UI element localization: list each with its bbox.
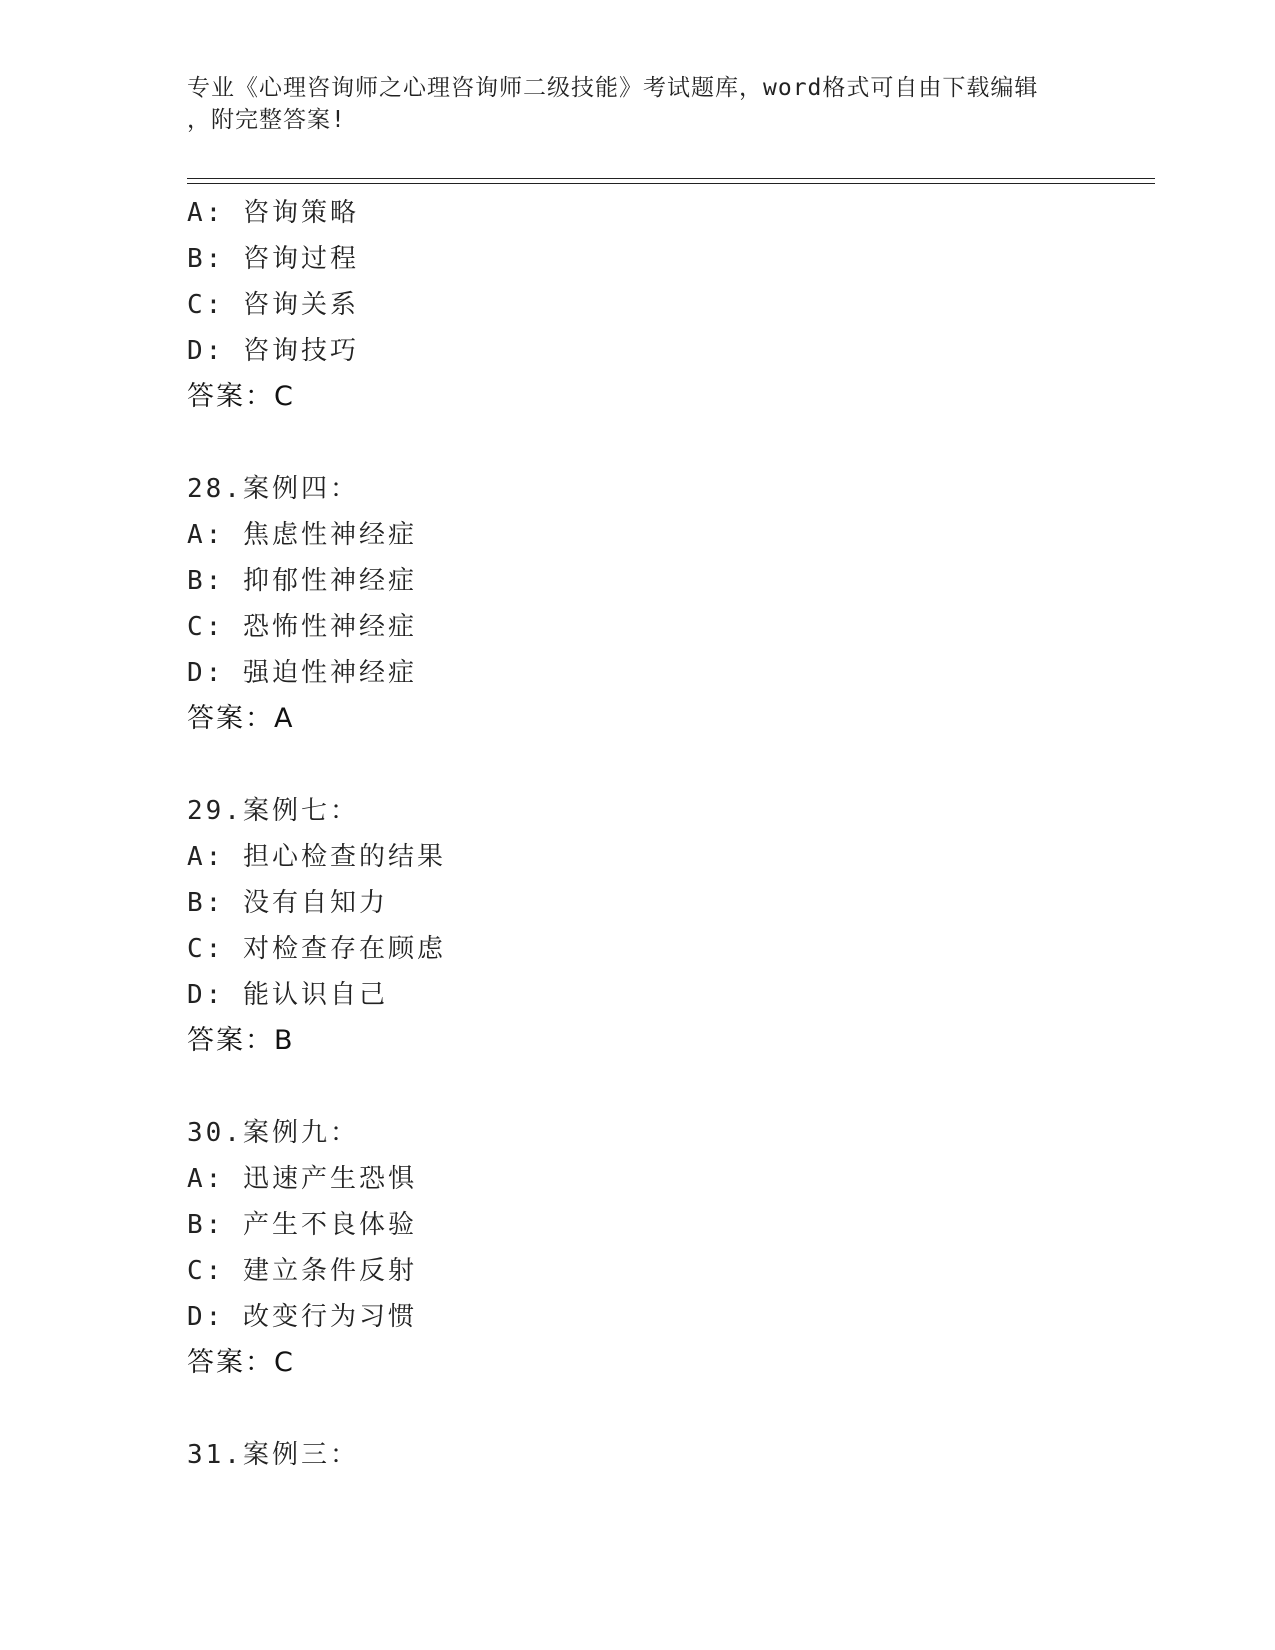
option-a: A: 担心检查的结果 bbox=[187, 842, 446, 872]
question-block bbox=[187, 466, 1147, 742]
question-title: 28.案例四： bbox=[187, 474, 359, 504]
question-title: 31.案例三： bbox=[187, 1440, 359, 1470]
header-title-line-2: ，附完整答案! bbox=[187, 107, 346, 133]
option-b: B: 咨询过程 bbox=[187, 244, 359, 274]
answer-line: 答案：B bbox=[187, 1025, 295, 1056]
spacer bbox=[187, 1064, 1147, 1110]
option-d: D: 咨询技巧 bbox=[187, 336, 359, 366]
question-block bbox=[187, 1432, 1147, 1478]
answer-line: 答案：C bbox=[187, 1347, 295, 1378]
spacer bbox=[187, 1386, 1147, 1432]
answer-line: 答案：A bbox=[187, 703, 295, 734]
option-a: A: 咨询策略 bbox=[187, 198, 359, 228]
option-b: B: 产生不良体验 bbox=[187, 1210, 417, 1240]
header-title-line-1: 专业《心理咨询师之心理咨询师二级技能》考试题库，word格式可自由下载编辑 bbox=[187, 75, 1039, 101]
option-d: D: 强迫性神经症 bbox=[187, 658, 417, 688]
option-d: D: 能认识自己 bbox=[187, 980, 388, 1010]
header-divider-bottom bbox=[187, 183, 1155, 184]
question-title: 29.案例七： bbox=[187, 796, 359, 826]
question-block bbox=[187, 1110, 1147, 1386]
question-list bbox=[187, 190, 1147, 1478]
question-title: 30.案例九： bbox=[187, 1118, 359, 1148]
option-c: C: 恐怖性神经症 bbox=[187, 612, 417, 642]
option-c: C: 咨询关系 bbox=[187, 290, 359, 320]
spacer bbox=[187, 420, 1147, 466]
option-b: B: 没有自知力 bbox=[187, 888, 388, 918]
option-c: C: 对检查存在顾虑 bbox=[187, 934, 446, 964]
question-block bbox=[187, 190, 1147, 420]
spacer bbox=[187, 742, 1147, 788]
question-block bbox=[187, 788, 1147, 1064]
option-b: B: 抑郁性神经症 bbox=[187, 566, 417, 596]
option-c: C: 建立条件反射 bbox=[187, 1256, 417, 1286]
document-header bbox=[187, 72, 1087, 136]
header-divider-top bbox=[187, 178, 1155, 179]
option-a: A: 焦虑性神经症 bbox=[187, 520, 417, 550]
option-a: A: 迅速产生恐惧 bbox=[187, 1164, 417, 1194]
answer-line: 答案：C bbox=[187, 381, 295, 412]
option-d: D: 改变行为习惯 bbox=[187, 1302, 417, 1332]
